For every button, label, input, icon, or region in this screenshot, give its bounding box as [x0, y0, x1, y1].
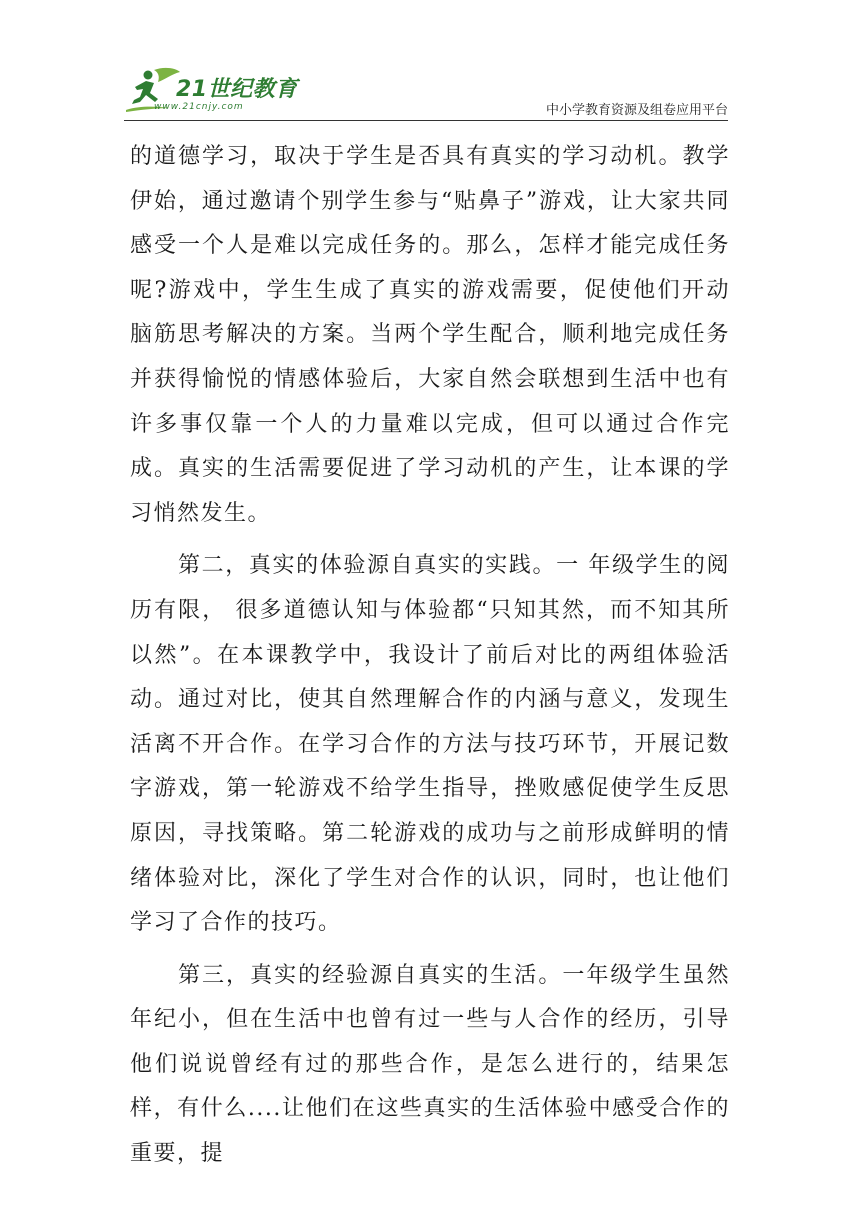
platform-tagline: 中小学教育资源及组卷应用平台: [545, 103, 728, 118]
site-logo[interactable]: [124, 66, 298, 116]
paragraph-second-point: 第二，真实的体验源自真实的实践。一 年级学生的阅历有限， 很多道德认知与体验都“只知其然，而不知其所以然”。在本课教学中，我设计了前后对比的两组体验活动。通过对比，使其自然理解合作的内涵与意义，发现生活离不开合作。在学习合作的方法与技巧环节，开展记数字游戏，第一轮游戏不给学生指导，挫败感促使学生反思原因，寻找策略。第二轮游戏的成功与之前形成鲜明的情绪体验对比，深化了学生对合作的认识，同时，也让他们学习了合作的技巧。: [130, 553, 730, 936]
logo-url-text: www.21cnjy.com: [154, 102, 244, 112]
logo-brand-text: 21世纪教育: [176, 77, 298, 102]
page-header: [0, 0, 860, 120]
paragraph-third-point: 第三，真实的经验源自真实的生活。一年级学生虽然年纪小，但在生活中也曾有过一些与人合作的经历，引导他们说说曾经有过的那些合作，是怎么进行的，结果怎样，有什么....让他们在这些真实的生活体验中感受合作的重要，提: [130, 962, 730, 1167]
header-divider: [124, 120, 728, 121]
document-body: [130, 135, 730, 1177]
paragraph-continued: 的道德学习，取决于学生是否具有真实的学习动机。教学伊始，通过邀请个别学生参与“贴鼻子”游戏，让大家共同感受一个人是难以完成任务的。那么，怎样才能完成任务呢?游戏中，学生生成了真实的游戏需要，促使他们开动脑筋思考解决的方案。当两个学生配合，顺利地完成任务并获得愉悦的情感体验后，大家自然会联想到生活中也有许多事仅靠一个人的力量难以完成，但可以通过合作完成。真实的生活需要促进了学习动机的产生，让本课的学习悄然发生。: [130, 144, 730, 526]
